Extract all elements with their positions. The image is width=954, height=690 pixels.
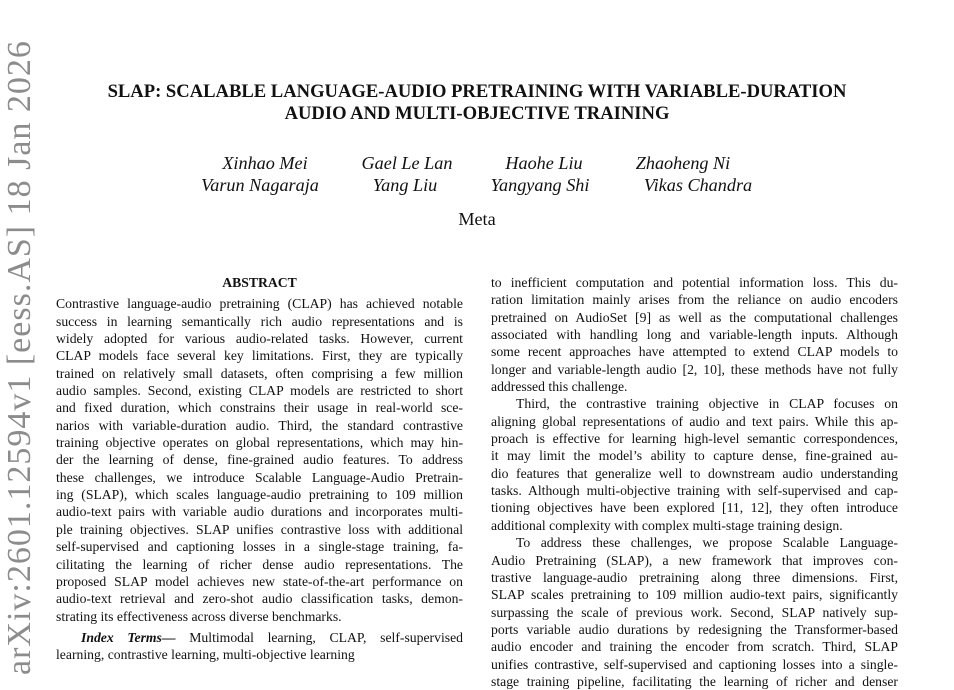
body-line: associated with handling long and variable-length inputs. Although [491, 327, 898, 343]
author-name: Varun Nagaraja [201, 175, 319, 195]
body-line: trastive language-audio pretraining along three dimensions. First, [491, 569, 898, 585]
index-terms-text: Multimodal learning, CLAP, self-supervised [175, 629, 463, 645]
body-line: ration limitation mainly arises from the reliance on audio encoders [491, 292, 898, 308]
affiliation: Meta [458, 209, 496, 229]
index-terms-line: learning, contrastive learning, multi-objective learning [56, 647, 355, 663]
index-terms-label: Index Terms— [81, 629, 176, 645]
abstract-heading: ABSTRACT [222, 275, 297, 290]
abstract-line: widely adopted for various audio-related tasks. However, current [56, 331, 463, 347]
abstract-line: success in learning semantically rich audio representations and is [56, 313, 463, 329]
abstract-line: der the learning of dense, fine-grained audio features. To address [56, 452, 463, 468]
body-line: To address these challenges, we propose Scalable Language- [516, 535, 898, 551]
index-terms-line [56, 629, 463, 646]
body-paragraph [491, 534, 898, 690]
right-column [491, 274, 898, 690]
title-line-2: AUDIO AND MULTI-OBJECTIVE TRAINING [284, 103, 670, 124]
body-line: Third, the contrastive training objective in CLAP focuses on [516, 396, 898, 412]
left-column [56, 274, 463, 664]
author-name: Xinhao Mei [222, 153, 308, 173]
body-line: some recent approaches have attempted to extend CLAP models to [491, 344, 898, 360]
body-line: dio features that generalize well to downstream audio understanding [491, 465, 898, 481]
abstract-line: self-supervised and captioning losses in a single-stage training, fa- [56, 539, 463, 555]
body-line: Audio Pretraining (SLAP), a new framework that improves con- [491, 552, 898, 568]
abstract-line: trained on relatively small datasets, often comprising a few million [56, 365, 463, 381]
arxiv-identifier: arXiv:2601.12594v1 [eess.AS] 18 Jan 2026 [1, 40, 38, 675]
abstract-line: audio-text pairs with variable audio durations and incorporates multi- [56, 504, 463, 520]
body-line: additional complexity with complex multi-stage training design. [491, 517, 843, 533]
body-line: unifies contrastive, self-supervised and captioning losses into a single- [491, 656, 898, 672]
body-line: surpassing the scale of previous work. Second, SLAP natively sup- [491, 604, 898, 620]
author-name: Zhaoheng Ni [635, 153, 731, 173]
abstract-line: these challenges, we introduce Scalable Language-Audio Pretrain- [56, 469, 463, 485]
abstract-line: Contrastive language-audio pretraining (CLAP) has achieved notable [56, 296, 463, 312]
title-line-1: SLAP: SCALABLE LANGUAGE-AUDIO PRETRAINING WITH VARIABLE-DURATION [107, 81, 847, 102]
abstract-line: CLAP models face several key limitations. First, they are typically [56, 348, 463, 364]
body-line: ports variable audio durations by redesigning the Transformer-based [491, 621, 898, 637]
abstract-line: audio samples. Second, existing CLAP models are restricted to short [56, 383, 463, 399]
body-line: tioning objectives have been explored [11, 12], they often introduce [491, 500, 898, 516]
body-line: addressed this challenge. [491, 379, 628, 395]
abstract-line: proposed SLAP model achieves new state-of-the-art performance on [56, 573, 463, 589]
abstract-line: ple training objectives. SLAP unifies contrastive loss with additional [56, 521, 463, 537]
author-name: Yang Liu [372, 175, 438, 195]
abstract-line: strating its effectiveness across diverse benchmarks. [56, 608, 342, 624]
paper-title [40, 81, 914, 125]
abstract-line: training objective operates on global representations, which may hin- [56, 435, 463, 451]
body-line: aligning global representations of audio and text pairs. While this ap- [491, 413, 898, 429]
body-line: longer and variable-length audio [2, 10], these methods have not fully [491, 361, 898, 377]
index-terms [56, 629, 463, 664]
author-name: Vikas Chandra [643, 175, 753, 195]
abstract-line: narios with variable-duration audio. Third, the standard contrastive [56, 417, 463, 433]
author-name: Gael Le Lan [361, 153, 453, 173]
author-name: Yangyang Shi [490, 175, 590, 195]
abstract-body [56, 295, 463, 625]
body-line: to inefficient computation and potential information loss. This du- [491, 275, 898, 290]
body-line: stage training pipeline, facilitating the learning of richer and denser [491, 673, 898, 689]
body-paragraph [491, 274, 898, 395]
body-paragraph [491, 395, 898, 534]
body-line: tasks. Although multi-objective training with self-supervised and cap- [491, 483, 898, 499]
abstract-line: cilitating the learning of richer dense audio representations. The [56, 556, 463, 572]
abstract-line: audio-text retrieval and zero-shot audio classification tasks, demon- [56, 591, 463, 607]
body-line: audio encoder and training the encoder from scratch. Third, SLAP [491, 639, 898, 655]
abstract-line: and fixed duration, which constrains their usage in real-world sce- [56, 400, 463, 416]
abstract-line: ing (SLAP), which scales language-audio pretraining to 109 million [56, 487, 463, 503]
body-line: proach is effective for learning high-level semantic correspondences, [491, 431, 898, 447]
author-name: Haohe Liu [505, 153, 583, 173]
body-line: SLAP scales pretraining to 109 million audio-text pairs, significantly [491, 587, 898, 603]
body-line: it may limit the model’s ability to capture dense, fine-grained au- [491, 448, 898, 464]
body-line: pretrained on AudioSet [9] as well as the computational challenges [491, 309, 898, 325]
